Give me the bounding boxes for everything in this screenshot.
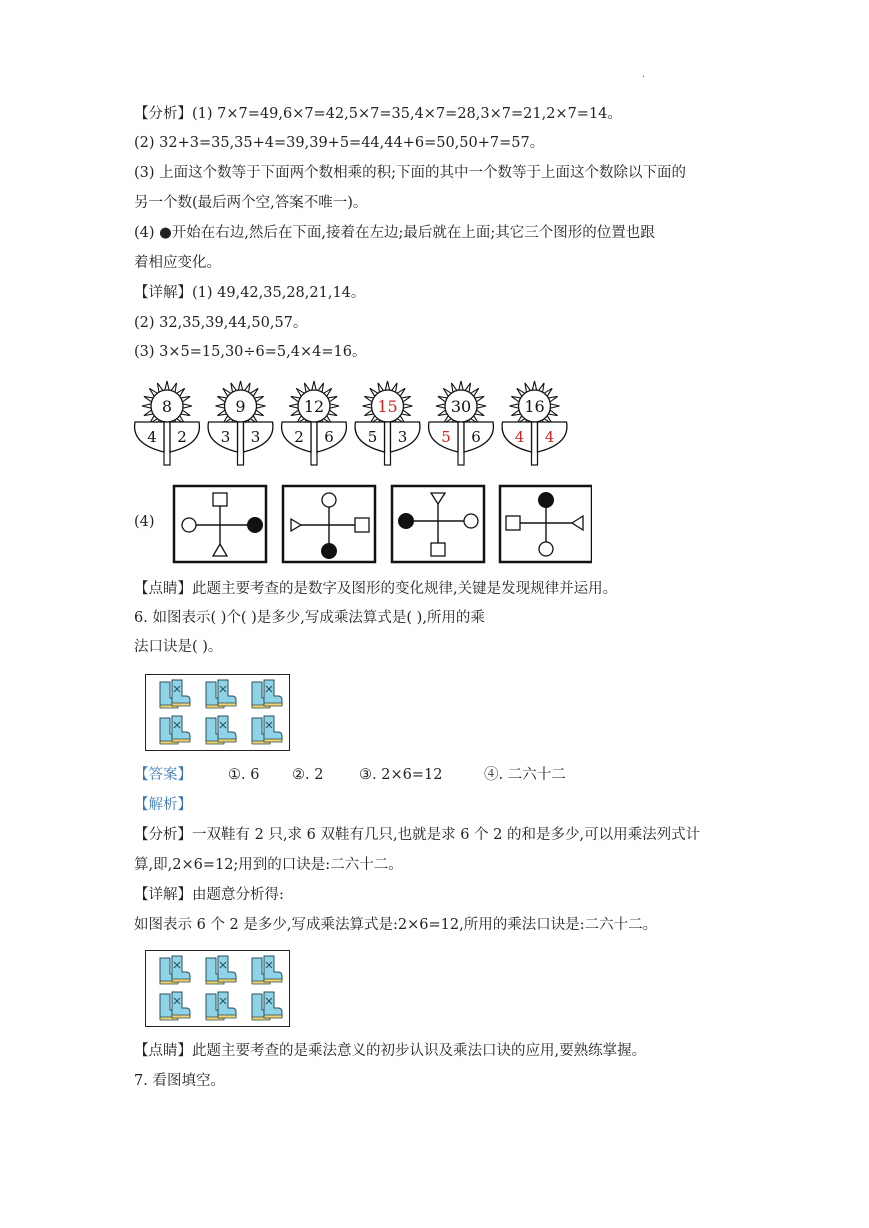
flower-stem — [532, 422, 538, 465]
flower-top-number: 12 — [303, 397, 325, 416]
flower-diagram — [120, 372, 600, 472]
flower-3 — [282, 381, 347, 465]
symbol-diagram — [172, 484, 592, 566]
filled-circle-shape — [247, 517, 263, 533]
symbol-box-3 — [392, 486, 484, 562]
filled-circle-shape — [321, 543, 337, 559]
answer-item-3: ③. 2×6=12 — [359, 767, 443, 783]
filled-circle-shape — [538, 492, 554, 508]
flower-4 — [355, 381, 420, 465]
flower-top-number: 16 — [524, 397, 545, 416]
flower-right-number: 2 — [177, 428, 187, 446]
answer-label: 【答案】 — [134, 767, 192, 783]
square-shape — [355, 518, 369, 532]
answer-item-4: ④. 二六十二 — [484, 767, 566, 783]
boots-pair-icon — [248, 678, 284, 712]
detail-line-1: 【详解】(1) 49,42,35,28,21,14。 — [134, 285, 366, 301]
flower-stem — [311, 422, 317, 465]
boots-pair-icon — [202, 990, 238, 1024]
boots-pair-icon — [156, 954, 192, 988]
analysis-line-3: (3) 上面这个数等于下面两个数相乘的积;下面的其中一个数等于上面这个数除以下面的 — [134, 165, 687, 181]
flower-stem — [458, 422, 464, 465]
flower-right-number: 6 — [471, 428, 481, 446]
comment-line-1: 【点睛】此题主要考查的是数字及图形的变化规律,关键是发现规律并运用。 — [134, 581, 618, 597]
boots-pair-icon — [202, 678, 238, 712]
comment-line-2: 【点睛】此题主要考查的是乘法意义的初步认识及乘法口诀的应用,要熟练掌握。 — [134, 1043, 647, 1059]
flower-right-number: 3 — [250, 428, 261, 446]
hollow-circle-shape — [182, 518, 196, 532]
square-shape — [506, 516, 520, 530]
flower-1 — [135, 381, 200, 465]
symbol-box-2 — [283, 486, 375, 562]
analysis2-line-1: 【分析】一双鞋有 2 只,求 6 双鞋有几只,也就是求 6 个 2 的和是多少,可以用乘法列式计 — [134, 827, 701, 843]
detail-line-2: (2) 32,35,39,44,50,57。 — [134, 315, 308, 331]
corner-mark: · — [642, 72, 646, 83]
boots-pair-icon — [248, 954, 284, 988]
flower-stem — [238, 422, 244, 465]
boots-pair-icon — [156, 714, 192, 748]
flower-top-number: 30 — [450, 397, 472, 416]
flower-2 — [208, 381, 273, 465]
flower-left-number: 5 — [367, 428, 378, 446]
flower-right-number: 3 — [397, 428, 408, 446]
symbol-box-1 — [174, 486, 266, 562]
flower-6 — [502, 381, 567, 465]
question-6-line-1: 6. 如图表示( )个( )是多少,写成乘法算式是( ),所用的乘 — [134, 610, 485, 626]
flower-stem — [385, 422, 391, 465]
filled-circle-shape — [398, 513, 414, 529]
boots-pair-icon — [248, 714, 284, 748]
analysis-line-6: 着相应变化。 — [134, 255, 221, 271]
flower-right-number: 4 — [544, 428, 555, 446]
flower-top-number: 9 — [235, 397, 246, 416]
flower-top-number: 15 — [377, 397, 398, 416]
hollow-circle-shape — [464, 514, 478, 528]
boots-image-2 — [145, 950, 290, 1027]
flower-right-number: 6 — [324, 428, 334, 446]
flower-stem — [164, 422, 170, 465]
answer-item-1: ①. 6 — [228, 767, 260, 783]
boots-pair-icon — [156, 990, 192, 1024]
flower-left-number: 4 — [514, 428, 525, 446]
boots-pair-icon — [202, 714, 238, 748]
answer-item-2: ②. 2 — [292, 767, 324, 783]
boots-pair-icon — [248, 990, 284, 1024]
analysis-line-2: (2) 32+3=35,35+4=39,39+5=44,44+6=50,50+7=57。 — [134, 135, 545, 151]
boots-pair-icon — [156, 678, 192, 712]
detail2-line-2: 如图表示 6 个 2 是多少,写成乘法算式是:2×6=12,所用的乘法口诀是:二六十二。 — [134, 917, 658, 933]
flower-left-number: 5 — [441, 428, 451, 446]
jiexi-label: 【解析】 — [134, 797, 192, 813]
detail-line-3: (3) 3×5=15,30÷6=5,4×4=16。 — [134, 344, 367, 360]
boots-pair-icon — [202, 954, 238, 988]
analysis-line-5: (4) ●开始在右边,然后在下面,接着在左边;最后就在上面;其它三个图形的位置也跟 — [134, 225, 655, 241]
square-shape — [431, 543, 445, 556]
flower-5 — [429, 381, 494, 465]
boots-image-1 — [145, 674, 290, 751]
flower-left-number: 3 — [220, 428, 231, 446]
square-shape — [213, 493, 227, 506]
flower-left-number: 2 — [294, 428, 304, 446]
analysis-line-4: 另一个数(最后两个空,答案不唯一)。 — [134, 195, 368, 211]
flower-top-number: 8 — [161, 397, 173, 416]
hollow-circle-shape — [539, 542, 553, 556]
part4-label: (4) — [134, 514, 155, 530]
symbol-box-4 — [500, 486, 592, 562]
question-6-line-2: 法口诀是( )。 — [134, 639, 223, 655]
analysis2-line-2: 算,即,2×6=12;用到的口诀是:二六十二。 — [134, 857, 403, 873]
analysis-line-1: 【分析】(1) 7×7=49,6×7=42,5×7=35,4×7=28,3×7=21,2×7=14。 — [134, 106, 622, 122]
flower-left-number: 4 — [147, 428, 157, 446]
hollow-circle-shape — [322, 493, 336, 507]
question-7: 7. 看图填空。 — [134, 1073, 225, 1089]
detail2-line-1: 【详解】由题意分析得: — [134, 887, 284, 903]
